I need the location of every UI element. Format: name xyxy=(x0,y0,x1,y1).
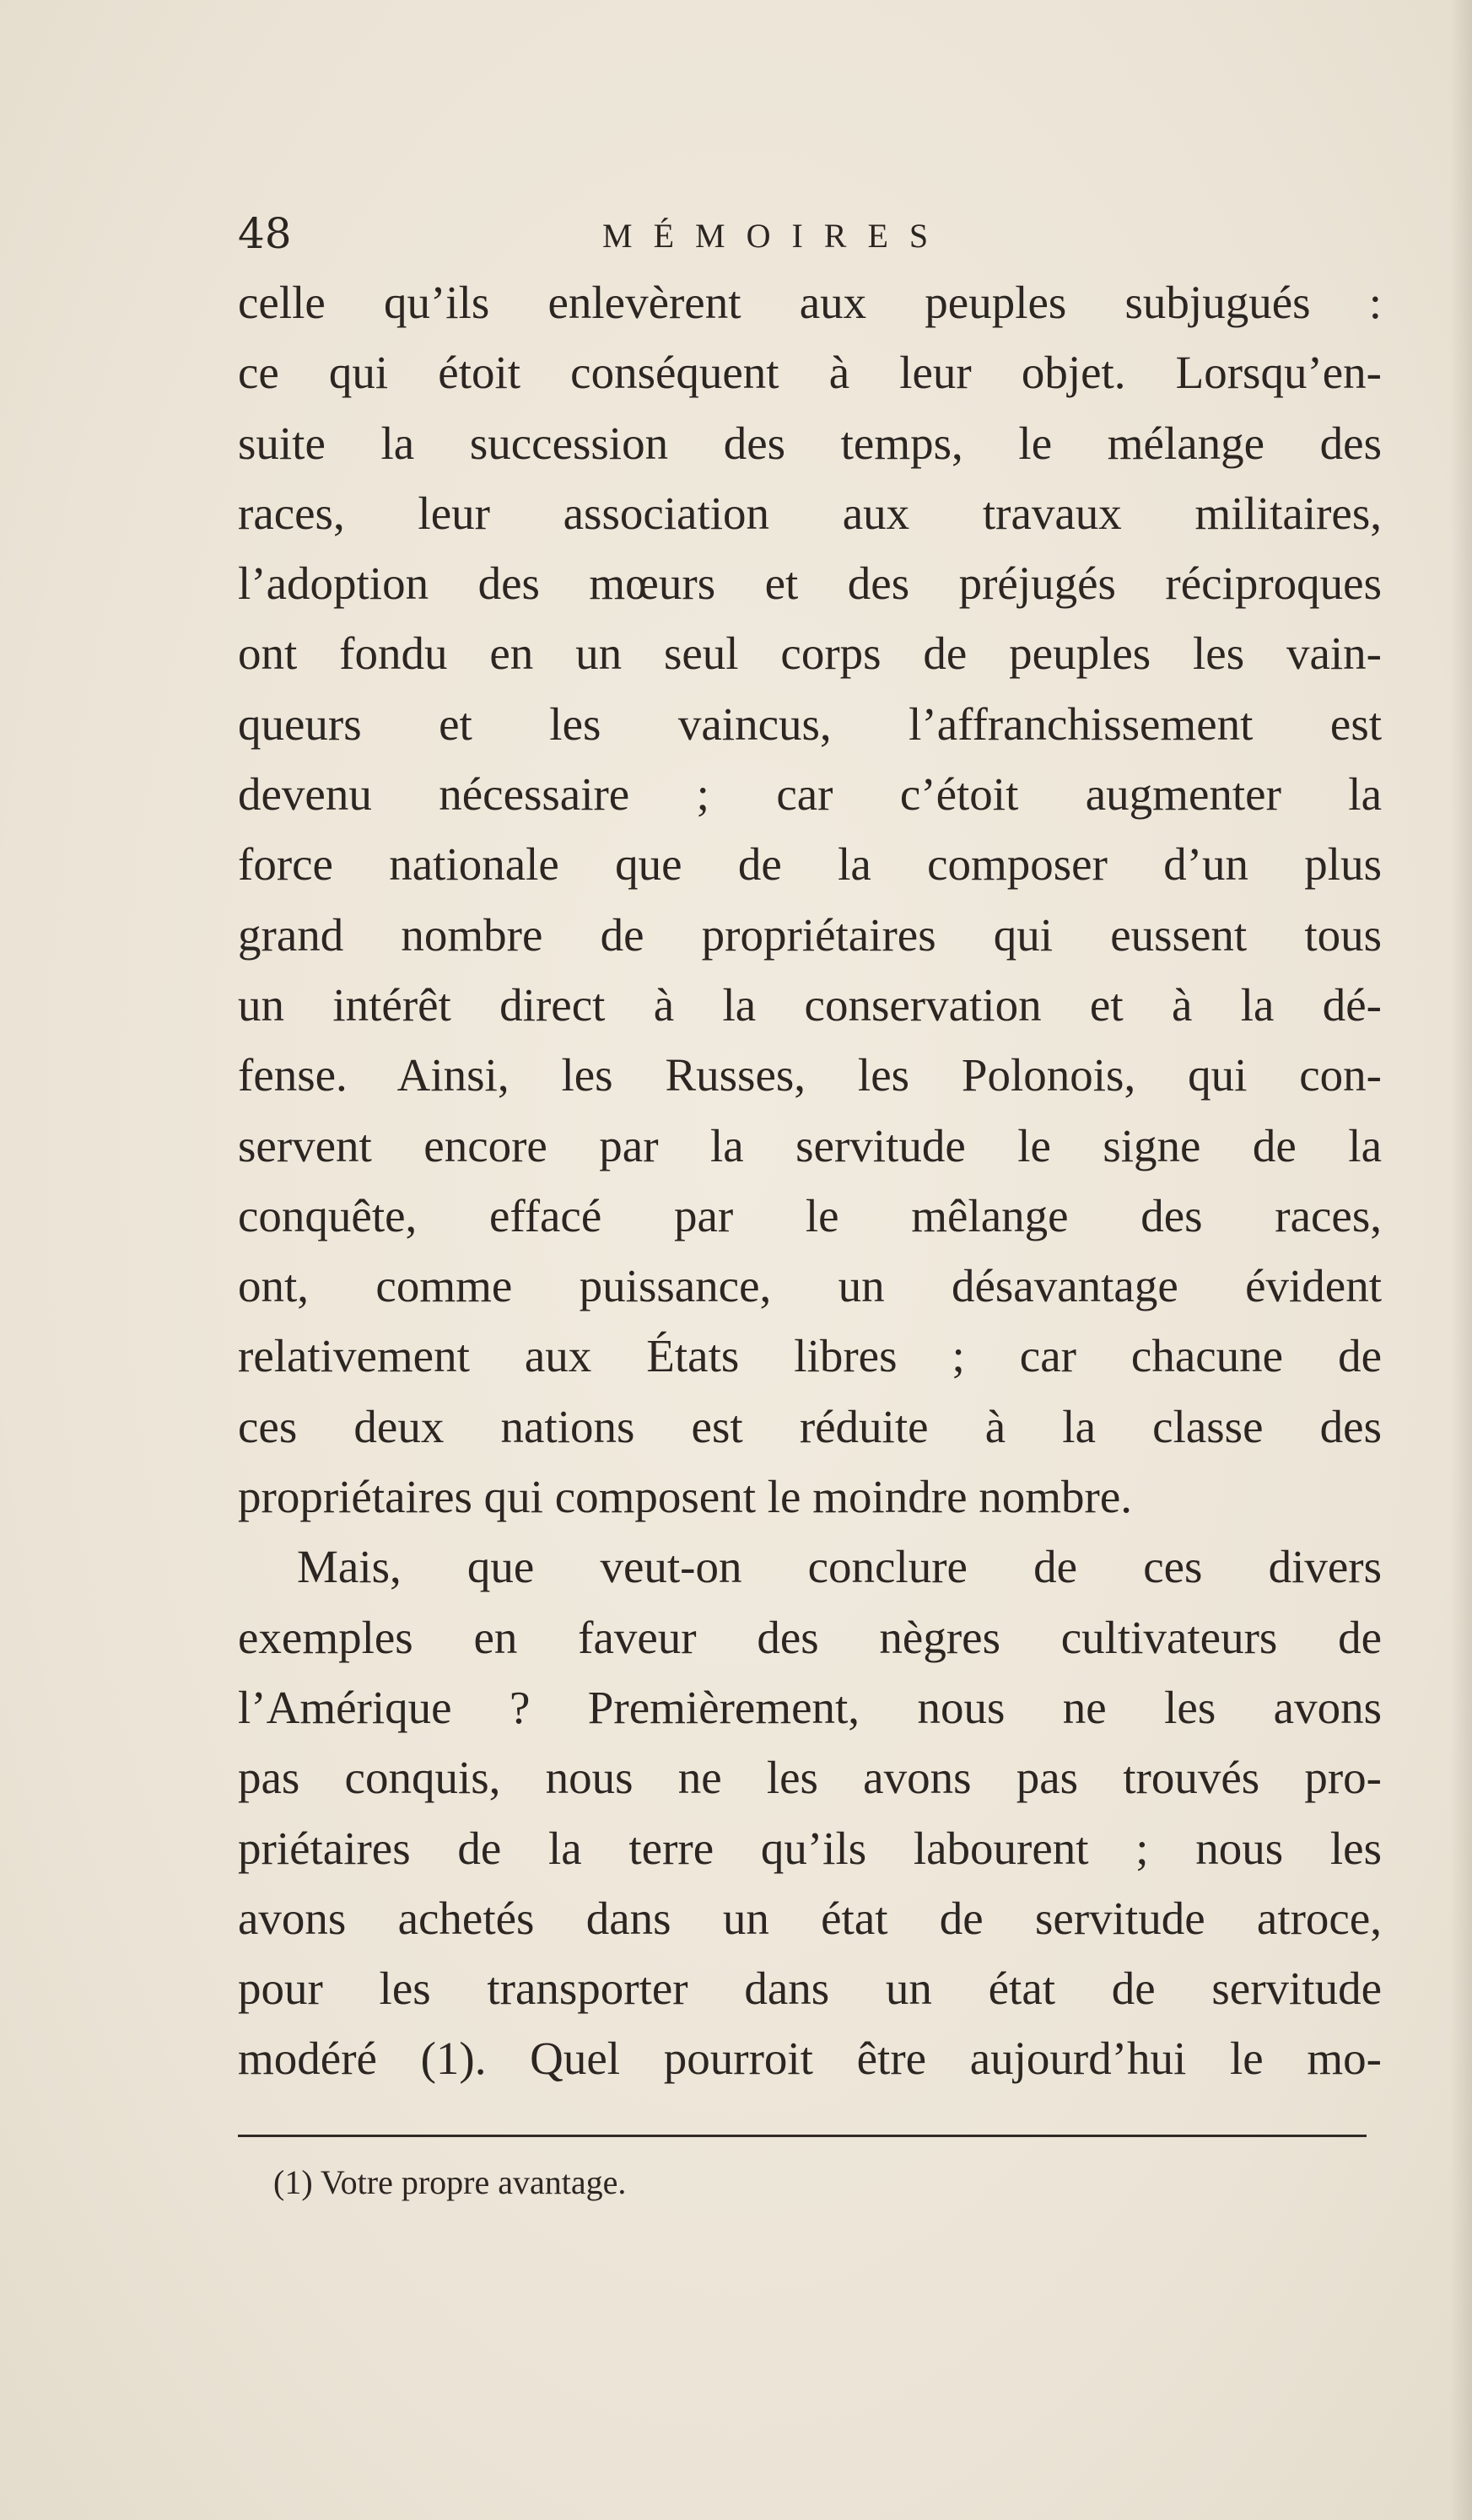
text-line: devenu nécessaire ; car c’étoit augmenter la xyxy=(238,768,1382,821)
page-gutter-shadow xyxy=(1450,0,1472,2520)
footnote: (1) Votre propre avantage. xyxy=(273,2163,627,2201)
text-line: pour les transporter dans un état de servitude xyxy=(238,1963,1382,2015)
text-line: avons achetés dans un état de servitude atroce, xyxy=(238,1892,1382,1944)
text-line: servent encore par la servitude le signe de la xyxy=(238,1119,1382,1171)
page-number: 48 xyxy=(238,209,292,258)
text-line: modéré (1). Quel pourroit être aujourd’hui le mo- xyxy=(238,2033,1382,2085)
text-line: ont, comme puissance, un désavantage évident xyxy=(238,1260,1382,1312)
paragraph xyxy=(238,267,1382,1532)
text-line: grand nombre de propriétaires qui eussent tous xyxy=(238,908,1382,961)
running-title: MÉMOIRES xyxy=(602,217,950,255)
text-line: celle qu’ils enlevèrent aux peuples subjugués : xyxy=(238,277,1382,328)
text-line: Mais, que veut-on conclure de ces divers xyxy=(297,1541,1382,1593)
text-line: fense. Ainsi, les Russes, les Polonois, qui con- xyxy=(238,1049,1382,1101)
paragraph xyxy=(238,1532,1382,2093)
text-line: ce qui étoit conséquent à leur objet. Lorsqu’en- xyxy=(238,347,1382,399)
text-line: l’adoption des mœurs et des préjugés réciproques xyxy=(238,557,1382,610)
text-line: priétaires de la terre qu’ils labourent ; nous les xyxy=(238,1822,1382,1874)
text-line: propriétaires qui composent le moindre nombre. xyxy=(238,1471,1132,1523)
running-header xyxy=(238,207,1382,267)
text-line: pas conquis, nous ne les avons pas trouvés pro- xyxy=(238,1752,1382,1804)
text-line: races, leur association aux travaux militaires, xyxy=(238,487,1382,539)
text-line: relativement aux États libres ; car chacune de xyxy=(238,1330,1382,1382)
text-line: exemples en faveur des nègres cultivateurs de xyxy=(238,1611,1382,1663)
text-line: force nationale que de la composer d’un plus xyxy=(238,838,1382,891)
text-line: ont fondu en un seul corps de peuples les vain- xyxy=(238,627,1382,680)
footnote-rule xyxy=(238,2135,1367,2137)
text-line: conquête, effacé par le mêlange des races, xyxy=(238,1189,1382,1241)
text-line: un intérêt direct à la conservation et à la dé- xyxy=(238,978,1382,1031)
text-line: suite la succession des temps, le mélange des xyxy=(238,417,1382,469)
text-line: l’Amérique ? Premièrement, nous ne les avons xyxy=(238,1681,1382,1733)
text-line: queurs et les vaincus, l’affranchissement est xyxy=(238,697,1382,750)
text-line: ces deux nations est réduite à la classe des xyxy=(238,1400,1382,1452)
body-text xyxy=(238,267,1382,2094)
